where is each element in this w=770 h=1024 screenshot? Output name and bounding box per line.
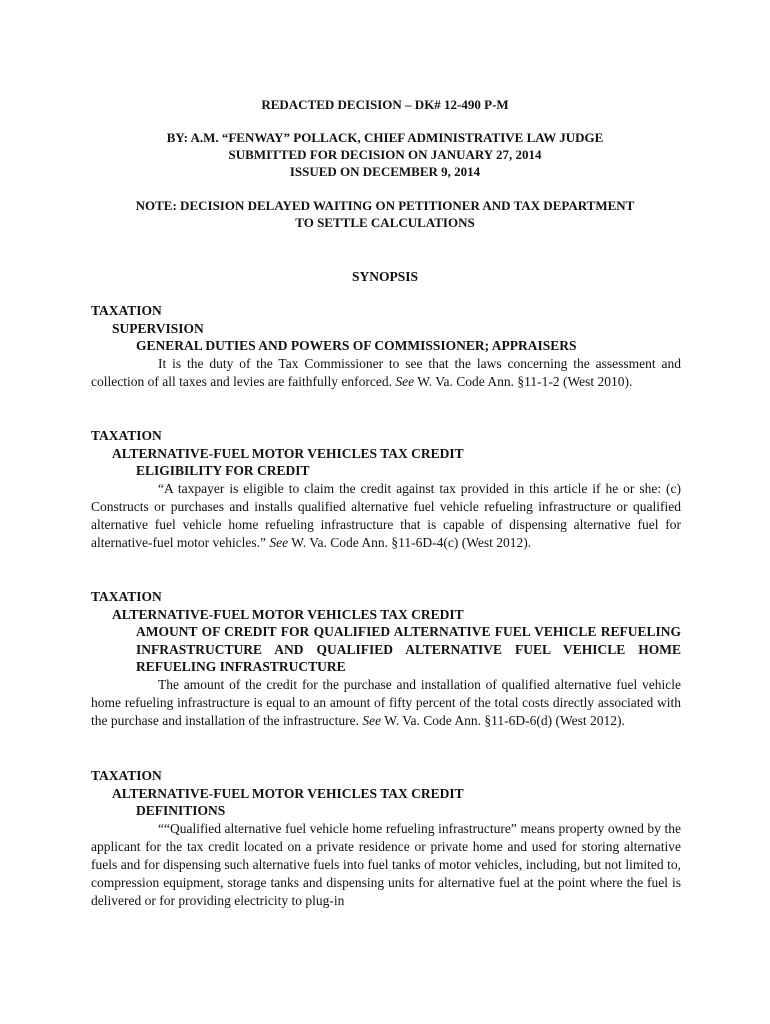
synopsis-heading: SYNOPSIS — [351, 269, 419, 284]
section-heading-level-2: ALTERNATIVE-FUEL MOTOR VEHICLES TAX CREDIT — [112, 606, 464, 622]
author-block — [0, 129, 770, 180]
see-signal: See — [362, 712, 382, 728]
section-heading-level-3: ELIGIBILITY FOR CREDIT — [136, 463, 310, 478]
section-heading-level-3: AMOUNT OF CREDIT FOR QUALIFIED ALTERNATIVE FUEL VEHICLE REFUELING INFRASTRUCTURE AND QUALIFIED ALTERNATIVE FUEL VEHICLE HOME REFUELING INFRASTRUCTURE — [136, 624, 681, 674]
section-paragraph: It is the duty of the Tax Commissioner to see that the laws concerning the assessment and collection of all taxes and levies are faithfully enforced. See W. Va. Code Ann. §11-1-2 (West 2010). — [91, 355, 681, 389]
note-line-2: TO SETTLE CALCULATIONS — [295, 215, 475, 230]
author-line: BY: A.M. “FENWAY” POLLACK, CHIEF ADMINISTRATIVE LAW JUDGE — [166, 130, 604, 145]
section-heading-level-2: ALTERNATIVE-FUEL MOTOR VEHICLES TAX CREDIT — [112, 785, 464, 801]
section-paragraph: “A taxpayer is eligible to claim the credit against tax provided in this article if he or she: (c) Constructs or purchases and installs qualified alternative fuel vehicle refueling infrastructure or qualified alternative fuel vehicle home refueling infrastructure that is capable of dispensing alternative fuel for alternative-fuel motor vehicles.” See W. Va. Code Ann. §11-6D-4(c) (West 2012). — [91, 480, 681, 550]
issued-line: ISSUED ON DECEMBER 9, 2014 — [289, 164, 481, 179]
synopsis-section-2 — [91, 427, 681, 552]
note-block — [0, 197, 770, 231]
synopsis-section-4 — [91, 767, 681, 910]
decision-title: REDACTED DECISION – DK# 12-490 P-M — [261, 97, 509, 112]
section-heading-level-2: ALTERNATIVE-FUEL MOTOR VEHICLES TAX CREDIT — [112, 445, 464, 461]
synopsis-section-1 — [91, 302, 681, 391]
section-paragraph: The amount of the credit for the purchase and installation of qualified alternative fuel vehicle home refueling infrastructure is equal to an amount of fifty percent of the total costs directly associated with the purchase and installation of the infrastructure. See W. Va. Code Ann. §11-6D-6(d) (West 2012). — [91, 676, 681, 728]
section-heading-level-1: TAXATION — [91, 428, 162, 443]
synopsis-section-3 — [91, 588, 681, 730]
section-paragraph: ““Qualified alternative fuel vehicle home refueling infrastructure” means property owned by the applicant for the tax credit located on a private residence or private home and used for storing alternative fuels and for dispensing such alternative fuels into fuel tanks of motor vehicles, including, but not limited to, compression equipment, storage tanks and dispensing units for alternative fuel at the point where the fuel is delivered or for providing electricity to plug-in — [91, 820, 681, 908]
section-heading-level-3: DEFINITIONS — [136, 803, 226, 818]
note-line-1: NOTE: DECISION DELAYED WAITING ON PETITIONER AND TAX DEPARTMENT — [135, 198, 635, 213]
section-heading-level-1: TAXATION — [91, 303, 162, 318]
section-heading-level-3: GENERAL DUTIES AND POWERS OF COMMISSIONER; APPRAISERS — [136, 338, 577, 353]
see-signal: See — [269, 534, 289, 550]
section-heading-level-1: TAXATION — [91, 768, 162, 783]
section-heading-level-2: SUPERVISION — [112, 320, 204, 336]
submitted-line: SUBMITTED FOR DECISION ON JANUARY 27, 2014 — [228, 147, 542, 162]
see-signal: See — [395, 373, 415, 389]
section-heading-level-1: TAXATION — [91, 589, 162, 604]
